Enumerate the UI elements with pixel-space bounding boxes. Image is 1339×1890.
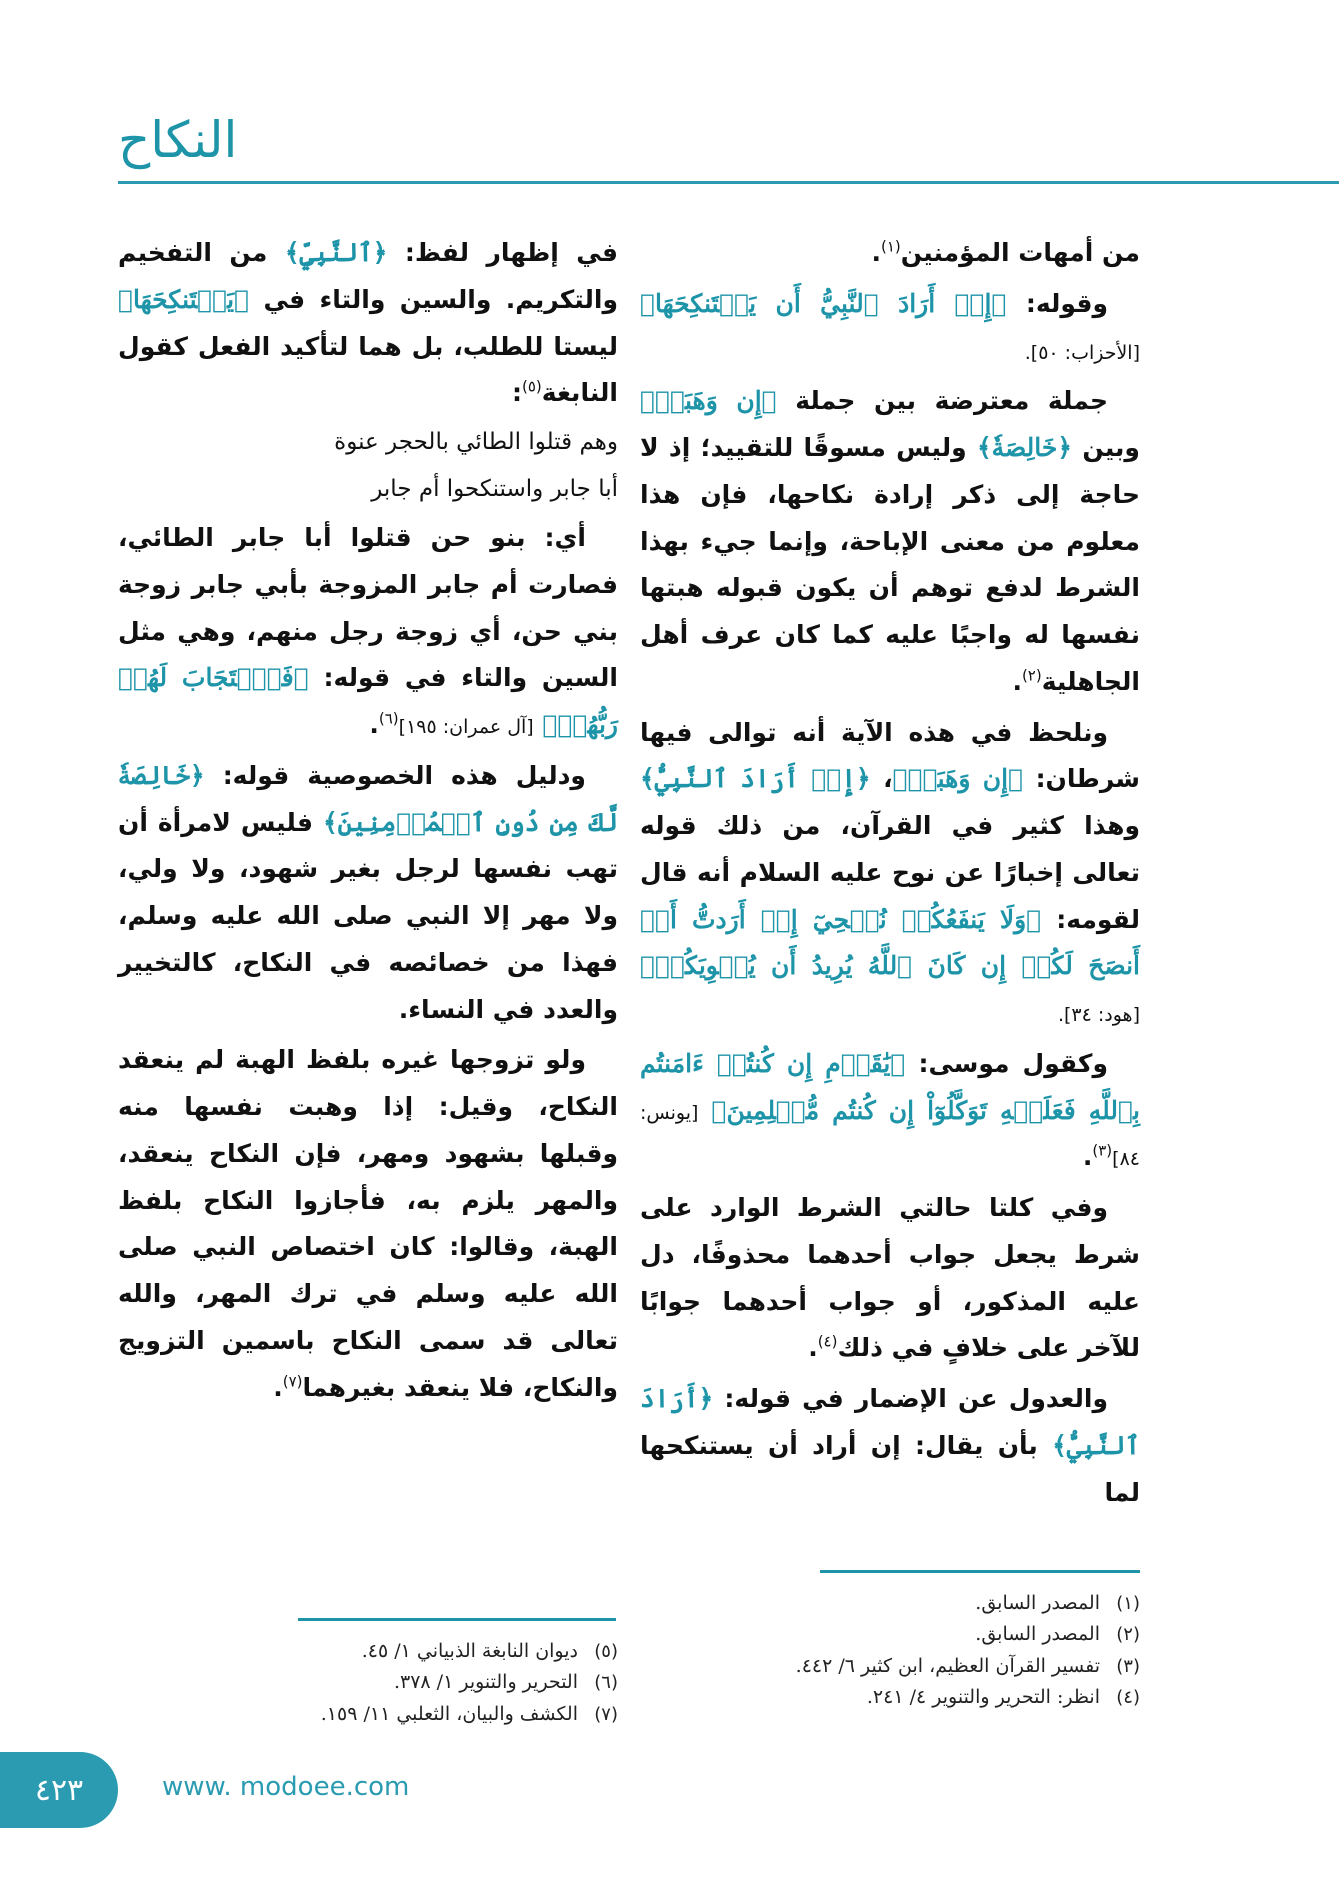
quran-quote: ﴿خَالِصَةٗ﴾ <box>976 433 1073 462</box>
quran-quote: ﴿إِن وَهَبَتۡ﴾ <box>640 386 777 416</box>
footnote-ref[interactable]: (١) <box>880 237 901 256</box>
right-column <box>640 230 1140 1520</box>
website-link[interactable]: www. modoee.com <box>162 1772 410 1802</box>
paragraph: أي: بنو حن قتلوا أبا جابر الطائي، فصارت أم جابر المزوجة بأبي جابر زوجة بني حن، أي زوجة رجل منهم، وهي مثل السين والتاء في قوله: ﴿فَٱسۡتَجَابَ لَهُمۡ رَبُّهُمۡ﴾ [آل عمران: ١٩٥]$^{(٦)}$. <box>118 523 618 739</box>
quran-quote: ﴿إِن وَهَبَتۡ﴾ <box>892 764 1024 794</box>
poem-verse-line: وهم قتلوا الطائي بالحجر عنوة <box>334 429 618 455</box>
paragraph: من أمهات المؤمنين$^{(١)}$. <box>871 237 1140 267</box>
footnote-divider <box>298 1618 616 1621</box>
footnote-divider <box>820 1570 1140 1573</box>
left-column <box>118 230 618 1415</box>
paragraph: ونلحظ في هذه الآية أنه توالى فيها شرطان: ﴿إِن وَهَبَتۡ﴾، ﴿إِنۡ أَرَادَ ٱلنَّبِيُّ﴾ وهذا كثير في القرآن، من ذلك قوله تعالى إخبارًا عن نوح عليه السلام أنه قال لقومه: ﴿وَلَا يَنفَعُكُمۡ نُصۡحِيٓ إِنۡ أَرَدتُّ أَنۡ أَنصَحَ لَكُمۡ إِن كَانَ ٱللَّهُ يُرِيدُ أَن يُغۡوِيَكُمۡ﴾ [هود: ٣٤]. <box>640 717 1140 1026</box>
footnote: (٣)تفسير القرآن العظيم، ابن كثير ٦/ ٤٤٢. <box>795 1654 1140 1677</box>
page-number: ٤٢٣ <box>34 1772 84 1808</box>
footnotes-left <box>321 1636 618 1730</box>
paragraph: ودليل هذه الخصوصية قوله: ﴿خَالِصَةٗ لَّكَ مِن دُونِ ٱلۡمُؤۡمِنِينَ﴾ فليس لامرأة أن تهب نفسها لرجل بغير شهود، ولا ولي، ولا مهر إلا النبي صلى الله عليه وسلم، فهذا من خصائصه في النكاح، كالتخيير والعدد في النساء. <box>118 760 618 1024</box>
quran-quote: ﴿خَالِصَةٗ لَّكَ مِن دُونِ ٱلۡمُؤۡمِنِينَ﴾ <box>118 760 618 837</box>
quran-quote: ﴿إِنۡ أَرَادَ ٱلنَّبِيُّ أَن يَسۡتَنكِحَهَا﴾ <box>640 288 1007 318</box>
paragraph: ولو تزوجها غيره بلفظ الهبة لم ينعقد النكاح، وقيل: إذا وهبت نفسها منه وقبلها بشهود ومهر، فإن النكاح ينعقد، والمهر يلزم به، فأجازوا النكاح بلفظ الهبة، وقالوا: كان اختصاص النبي صلى الله عليه وسلم في ترك المهر، والله تعالى قد سمى النكاح باسمين التزويج والنكاح، فلا ينعقد بغيرهما$^{(٧)}$. <box>118 1045 618 1402</box>
paragraph: والعدول عن الإضمار في قوله: ﴿أَرَادَ ٱلنَّبِيُّ﴾ بأن يقال: إن أراد أن يستنكحها لما <box>640 1384 1140 1507</box>
paragraph: وكقول موسى: ﴿يَٰقَوۡمِ إِن كُنتُمۡ ءَامَنتُم بِٱللَّهِ فَعَلَيۡهِ تَوَكَّلُوٓاْ إِن كُنتُم مُّسۡلِمِينَ﴾ [يونس: ٨٤]$^{(٣)}$. <box>640 1048 1140 1172</box>
quran-quote: ﴿يَٰقَوۡمِ إِن كُنتُمۡ ءَامَنتُم بِٱللَّهِ فَعَلَيۡهِ تَوَكَّلُوٓاْ إِن كُنتُم مُّسۡلِمِينَ﴾ <box>640 1048 1140 1125</box>
verse-reference: [يونس: ٨٤] <box>640 1101 1140 1171</box>
quran-quote: ﴿ٱلنَّبِيِّ﴾ <box>284 238 388 267</box>
footnote: (٥)ديوان النابغة الذبياني ١/ ٤٥. <box>361 1640 618 1662</box>
verse-reference: [هود: ٣٤]. <box>1057 1004 1140 1026</box>
footnote-ref[interactable]: (٢) <box>1021 666 1042 685</box>
quran-quote: ﴿إِنۡ أَرَادَ ٱلنَّبِيُّ﴾ <box>640 764 871 794</box>
footnote-ref[interactable]: (٤) <box>817 1332 838 1351</box>
footnote: (١)المصدر السابق. <box>975 1592 1140 1614</box>
paragraph: جملة معترضة بين جملة ﴿إِن وَهَبَتۡ﴾ وبين ﴿خَالِصَةٗ﴾ وليس مسوقًا للتقييد؛ إذ لا حاجة إلى ذكر إرادة نكاحها، فإن هذا معلوم من معنى الإباحة، وإنما جيء بهذا الشرط لدفع توهم أن يكون قبوله هبتها نفسها له واجبًا عليه كما كان عرف أهل الجاهلية$^{(٢)}$. <box>640 386 1140 696</box>
footnote: (٢)المصدر السابق. <box>975 1623 1140 1646</box>
paragraph: في إظهار لفظ: ﴿ٱلنَّبِيِّ﴾ من التفخيم والتكريم. والسين والتاء في ﴿يَسۡتَنكِحَهَا﴾ ليستا للطلب، بل هما لتأكيد الفعل كقول النابغة$^{(٥)}$: <box>118 238 618 408</box>
verse-reference: [الأحزاب: ٥٠]. <box>1024 341 1140 364</box>
quran-quote: ﴿وَلَا يَنفَعُكُمۡ نُصۡحِيٓ إِنۡ أَرَدتُّ أَنۡ أَنصَحَ لَكُمۡ إِن كَانَ ٱللَّهُ يُرِيدُ أَن يُغۡوِيَكُمۡ﴾ <box>640 904 1140 981</box>
quran-quote: ﴿يَسۡتَنكِحَهَا﴾ <box>118 284 250 314</box>
footnote-ref[interactable]: (٦) <box>378 709 399 728</box>
footnote-ref[interactable]: (٣) <box>1092 1141 1113 1160</box>
footnotes-right <box>796 1588 1140 1713</box>
paragraph: وقوله: ﴿إِنۡ أَرَادَ ٱلنَّبِيُّ أَن يَسۡتَنكِحَهَا﴾ [الأحزاب: ٥٠]. <box>640 288 1140 364</box>
header-divider <box>118 181 1339 184</box>
paragraph: وفي كلتا حالتي الشرط الوارد على شرط يجعل جواب أحدهما محذوفًا، دل عليه المذكور، أو جواب أحدهما جوابًا للآخر على خلافٍ في ذلك$^{(٤)}$. <box>640 1193 1140 1363</box>
chapter-title: النكاح <box>118 111 238 169</box>
footnote: (٧)الكشف والبيان، الثعلبي ١١/ ١٥٩. <box>320 1702 618 1725</box>
verse-reference: [آل عمران: ١٩٥] <box>398 716 534 738</box>
quran-quote: ﴿فَٱسۡتَجَابَ لَهُمۡ رَبُّهُمۡ﴾ <box>118 663 618 739</box>
footnote-ref[interactable]: (٧) <box>282 1372 303 1391</box>
footnote: (٤)انظر: التحرير والتنوير ٤/ ٢٤١. <box>866 1686 1140 1709</box>
footnote: (٦)التحرير والتنوير ١/ ٣٧٨. <box>393 1671 618 1694</box>
poem-verse-line: أبا جابر واستنكحوا أم جابر <box>371 476 618 502</box>
footnote-ref[interactable]: (٥) <box>522 377 542 396</box>
page-number-badge <box>0 1752 118 1828</box>
quran-quote: ﴿أَرَادَ ٱلنَّبِيُّ﴾ <box>640 1384 1140 1460</box>
